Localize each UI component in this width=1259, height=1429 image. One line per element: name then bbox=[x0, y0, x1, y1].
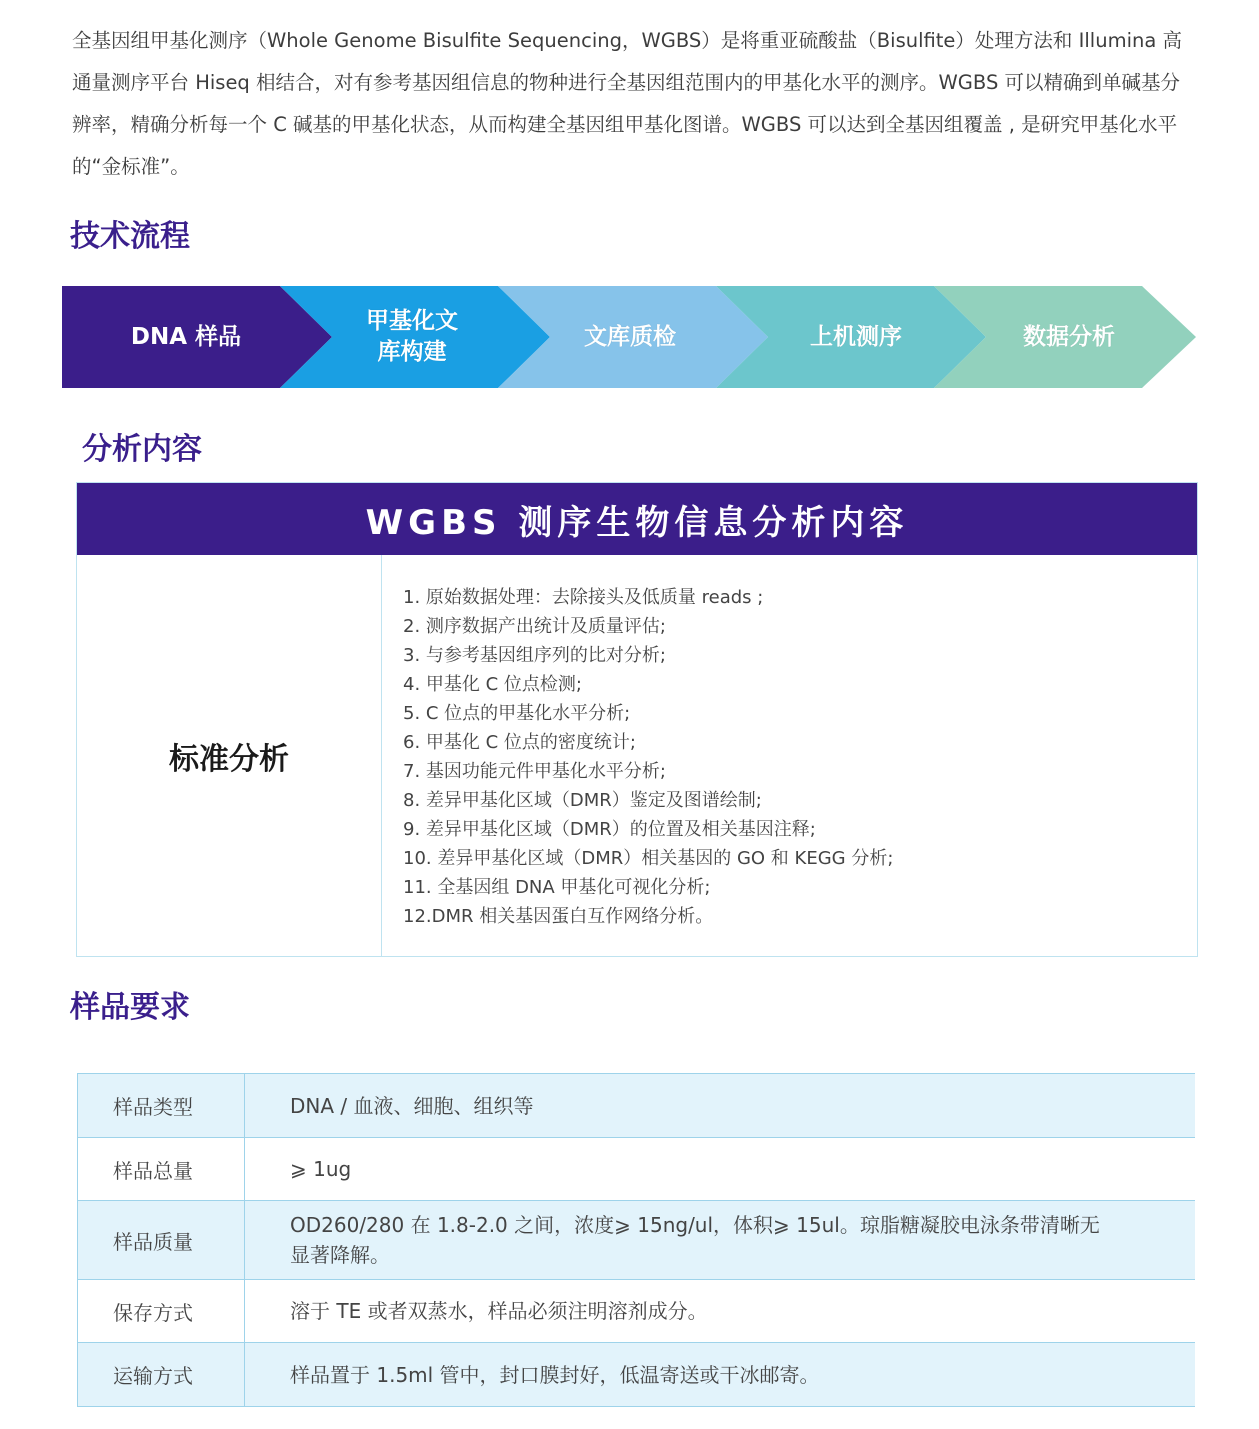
workflow-step-3 bbox=[752, 286, 960, 388]
workflow-step-1-line1: 甲基化文 bbox=[366, 308, 458, 334]
sample-value: 样品置于 1.5ml 管中，封口膜封好，低温寄送或干冰邮寄。 bbox=[245, 1343, 1196, 1407]
analysis-item: 3. 与参考基因组序列的比对分析; bbox=[403, 645, 666, 666]
table-row bbox=[78, 1201, 1196, 1280]
sample-key: 样品质量 bbox=[78, 1201, 245, 1280]
section-title-workflow: 技术流程 bbox=[70, 219, 190, 254]
analysis-item: 10. 差异甲基化区域（DMR）相关基因的 GO 和 KEGG 分析; bbox=[403, 848, 894, 869]
analysis-item: 8. 差异甲基化区域（DMR）鉴定及图谱绘制; bbox=[403, 790, 762, 811]
analysis-item: 1. 原始数据处理：去除接头及低质量 reads ; bbox=[403, 587, 764, 608]
sample-key: 样品总量 bbox=[78, 1138, 245, 1201]
sample-key: 运输方式 bbox=[78, 1343, 245, 1407]
analysis-table bbox=[76, 482, 1198, 957]
workflow-step-1-line2: 库构建 bbox=[377, 339, 447, 365]
analysis-item: 5. C 位点的甲基化水平分析; bbox=[403, 703, 631, 724]
analysis-item: 12.DMR 相关基因蛋白互作网络分析。 bbox=[403, 906, 714, 927]
workflow-step-4 bbox=[964, 286, 1174, 388]
intro-paragraph: 全基因组甲基化测序（Whole Genome Bisulfite Sequencing，WGBS）是将重亚硫酸盐（Bisulfite）处理方法和 Illumina 高通量测序平台 Hiseq 相结合，对有参考基因组信息的物种进行全基因组范围内的甲基化水平的测序。WGBS 可以精确到单碱基分辨率，精确分析每一个 C 碱基的甲基化状态，从而构建全基因组甲基化图谱。WGBS 可以达到全基因组覆盖 , 是研究甲基化水平的“金标准”。 bbox=[72, 29, 1182, 178]
table-row bbox=[78, 1343, 1196, 1407]
analysis-item: 11. 全基因组 DNA 甲基化可视化分析; bbox=[403, 877, 711, 898]
workflow-step-0-line1: DNA 样品 bbox=[130, 323, 242, 350]
workflow-chevrons bbox=[62, 286, 1202, 388]
workflow-step-0 bbox=[62, 286, 310, 388]
table-row bbox=[78, 1280, 1196, 1343]
table-row bbox=[78, 1074, 1196, 1138]
workflow-step-1 bbox=[308, 286, 516, 388]
sample-value: 溶于 TE 或者双蒸水，样品必须注明溶剂成分。 bbox=[245, 1280, 1196, 1343]
analysis-item: 6. 甲基化 C 位点的密度统计; bbox=[403, 732, 636, 753]
section-title-analysis: 分析内容 bbox=[82, 432, 202, 467]
sample-value: DNA / 血液、细胞、组织等 bbox=[245, 1074, 1196, 1138]
sample-key: 样品类型 bbox=[78, 1074, 245, 1138]
workflow-step-2 bbox=[526, 286, 734, 388]
analysis-table-body bbox=[77, 555, 1197, 956]
sample-value: OD260/280 在 1.8-2.0 之间，浓度⩾ 15ng/ul，体积⩾ 15ul。琼脂糖凝胶电泳条带清晰无显著降解。 bbox=[245, 1201, 1196, 1280]
analysis-item: 7. 基因功能元件甲基化水平分析; bbox=[403, 761, 666, 782]
section-title-sample: 样品要求 bbox=[70, 990, 190, 1025]
sample-requirements-table bbox=[77, 1073, 1195, 1407]
sample-value: ⩾ 1ug bbox=[245, 1138, 1196, 1201]
sample-key: 保存方式 bbox=[78, 1280, 245, 1343]
analysis-table-header: WGBS 测序生物信息分析内容 bbox=[77, 483, 1197, 555]
analysis-item: 4. 甲基化 C 位点检测; bbox=[403, 674, 582, 695]
analysis-category: 标准分析 bbox=[77, 555, 382, 956]
workflow-step-4-line1: 数据分析 bbox=[1023, 323, 1115, 350]
workflow-step-3-line1: 上机测序 bbox=[810, 323, 902, 350]
table-row bbox=[78, 1138, 1196, 1201]
workflow-step-2-line1: 文库质检 bbox=[584, 323, 676, 350]
analysis-item: 2. 测序数据产出统计及质量评估; bbox=[403, 616, 666, 637]
analysis-item: 9. 差异甲基化区域（DMR）的位置及相关基因注释; bbox=[403, 819, 816, 840]
analysis-items bbox=[403, 583, 893, 931]
